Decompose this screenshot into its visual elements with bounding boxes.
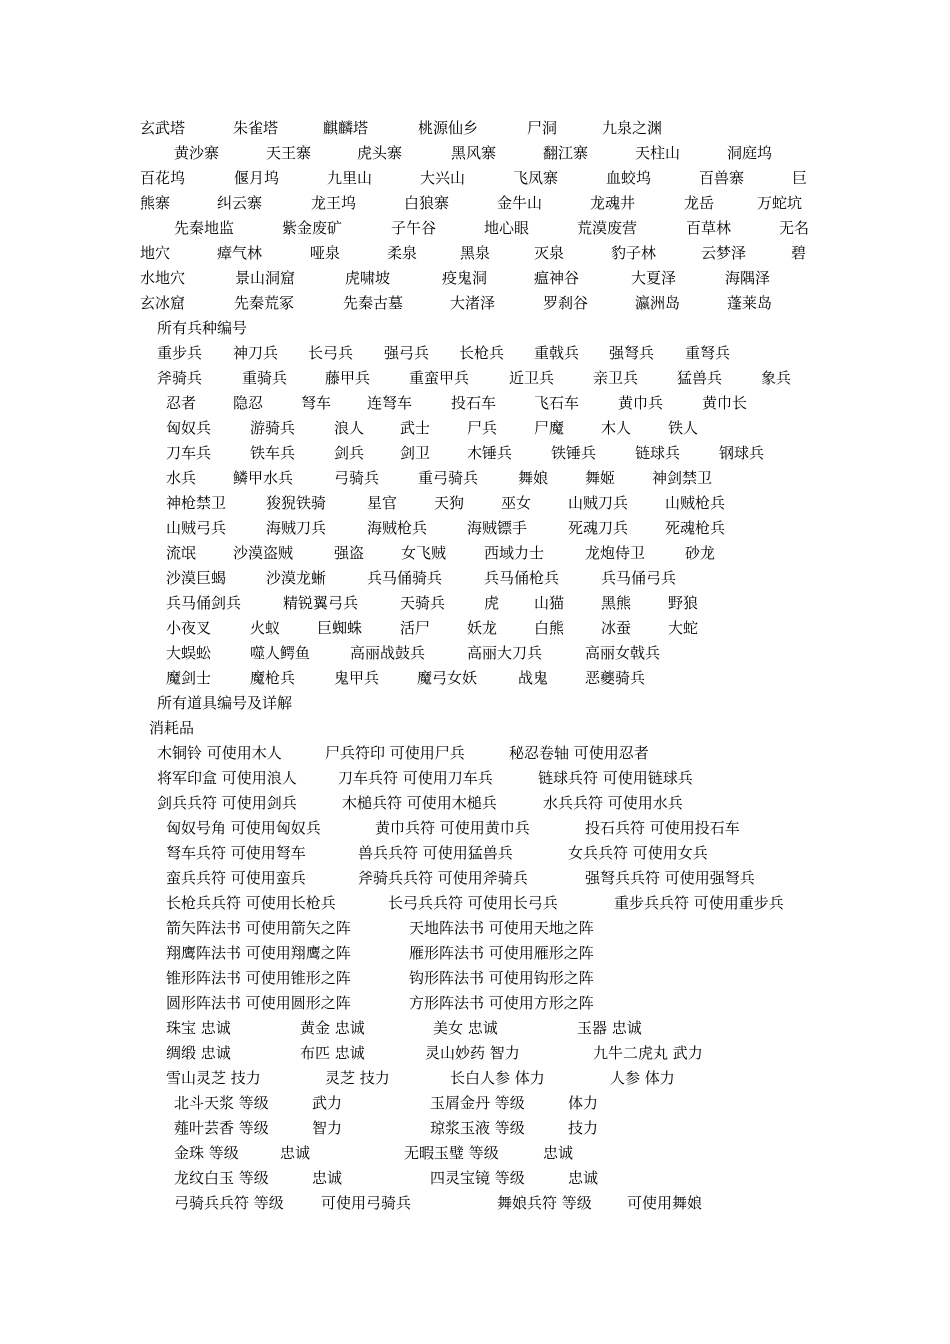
text-item: 忠诚 xyxy=(312,1169,343,1187)
text-item: 山贼弓兵 xyxy=(166,519,227,537)
text-item: 恶夔骑兵 xyxy=(585,669,646,687)
text-item: 忠诚 xyxy=(568,1169,599,1187)
text-item: 白熊 xyxy=(534,619,565,637)
text-item: 浪人 xyxy=(334,419,365,437)
text-item: 斧骑兵 xyxy=(157,369,203,387)
text-item: 蛮兵兵符 可使用蛮兵 xyxy=(166,869,306,887)
text-item: 剑卫 xyxy=(400,444,431,462)
text-item: 砂龙 xyxy=(685,544,716,562)
text-item: 飞凤寨 xyxy=(513,169,559,187)
text-item: 噬人鳄鱼 xyxy=(250,644,311,662)
text-item: 重步兵 xyxy=(157,344,203,362)
text-item: 野狼 xyxy=(668,594,699,612)
text-item: 高丽战鼓兵 xyxy=(350,644,426,662)
text-item: 方形阵法书 可使用方形之阵 xyxy=(409,994,594,1012)
text-item: 剑兵兵符 可使用剑兵 xyxy=(157,794,297,812)
text-item: 天柱山 xyxy=(635,144,681,162)
text-item: 强弩兵兵符 可使用强弩兵 xyxy=(585,869,755,887)
text-item: 投石兵符 可使用投石车 xyxy=(585,819,740,837)
text-item: 龙岳 xyxy=(684,194,715,212)
text-item: 天骑兵 xyxy=(400,594,446,612)
text-item: 锥形阵法书 可使用锥形之阵 xyxy=(166,969,351,987)
text-item: 瀛洲岛 xyxy=(635,294,681,312)
text-item: 九牛二虎丸 武力 xyxy=(593,1044,703,1062)
text-item: 黑熊 xyxy=(601,594,632,612)
text-item: 匈奴号角 可使用匈奴兵 xyxy=(166,819,321,837)
text-item: 柔泉 xyxy=(387,244,418,262)
text-item: 绸缎 忠诚 xyxy=(166,1044,231,1062)
text-item: 龙炮侍卫 xyxy=(585,544,646,562)
text-item: 游骑兵 xyxy=(250,419,296,437)
text-item: 神剑禁卫 xyxy=(652,469,713,487)
text-item: 消耗品 xyxy=(149,719,195,737)
text-item: 强弩兵 xyxy=(609,344,655,362)
text-item: 钢球兵 xyxy=(719,444,765,462)
text-item: 木锤兵 xyxy=(467,444,513,462)
text-item: 先秦荒冢 xyxy=(234,294,295,312)
text-item: 九里山 xyxy=(327,169,373,187)
text-item: 弩车兵符 可使用弩车 xyxy=(166,844,306,862)
text-item: 钩形阵法书 可使用钩形之阵 xyxy=(409,969,594,987)
text-item: 冰蚕 xyxy=(601,619,632,637)
text-item: 神刀兵 xyxy=(233,344,279,362)
text-item: 魔剑士 xyxy=(166,669,212,687)
text-item: 体力 xyxy=(568,1094,599,1112)
text-item: 紫金废矿 xyxy=(282,219,343,237)
text-item: 玉器 忠诚 xyxy=(577,1019,642,1037)
text-item: 忠诚 xyxy=(280,1144,311,1162)
text-item: 弩车 xyxy=(301,394,332,412)
text-item: 灵芝 技力 xyxy=(325,1069,390,1087)
text-item: 飞石车 xyxy=(534,394,580,412)
text-item: 斧骑兵兵符 可使用斧骑兵 xyxy=(358,869,528,887)
text-item: 黄巾长 xyxy=(702,394,748,412)
text-item: 连弩车 xyxy=(367,394,413,412)
text-item: 罗刹谷 xyxy=(543,294,589,312)
text-item: 子午谷 xyxy=(391,219,437,237)
text-item: 重弩兵 xyxy=(685,344,731,362)
text-item: 匈奴兵 xyxy=(166,419,212,437)
text-item: 海贼枪兵 xyxy=(367,519,428,537)
text-item: 朱雀塔 xyxy=(233,119,279,137)
text-item: 先秦地监 xyxy=(174,219,235,237)
text-item: 天王寨 xyxy=(266,144,312,162)
text-item: 女兵兵符 可使用女兵 xyxy=(568,844,708,862)
text-item: 水地穴 xyxy=(140,269,186,287)
text-item: 流氓 xyxy=(166,544,197,562)
text-item: 巨 xyxy=(792,169,808,187)
text-item: 天狗 xyxy=(434,494,465,512)
text-item: 黄巾兵 xyxy=(618,394,664,412)
text-item: 忍者 xyxy=(166,394,197,412)
text-item: 女飞贼 xyxy=(401,544,447,562)
text-item: 虎啸坡 xyxy=(345,269,391,287)
text-item: 珠宝 忠诚 xyxy=(166,1019,231,1037)
text-item: 星官 xyxy=(367,494,398,512)
text-item: 人参 体力 xyxy=(610,1069,675,1087)
text-item: 大渚泽 xyxy=(450,294,496,312)
text-item: 秘忍卷轴 可使用忍者 xyxy=(509,744,649,762)
text-item: 长弓兵兵符 可使用长弓兵 xyxy=(388,894,558,912)
text-item: 狻猊铁骑 xyxy=(266,494,327,512)
text-item: 偃月坞 xyxy=(234,169,280,187)
text-item: 活尸 xyxy=(400,619,431,637)
text-item: 疫鬼洞 xyxy=(442,269,488,287)
text-item: 圆形阵法书 可使用圆形之阵 xyxy=(166,994,351,1012)
text-item: 美女 忠诚 xyxy=(433,1019,498,1037)
text-item: 木槌兵符 可使用木槌兵 xyxy=(342,794,497,812)
text-item: 黄沙寨 xyxy=(174,144,220,162)
text-item: 火蚁 xyxy=(250,619,281,637)
text-item: 豹子林 xyxy=(611,244,657,262)
text-item: 投石车 xyxy=(451,394,497,412)
text-item: 雪山灵芝 技力 xyxy=(166,1069,261,1087)
text-item: 四灵宝镜 等级 xyxy=(430,1169,525,1187)
text-item: 百草林 xyxy=(686,219,732,237)
text-item: 薤叶芸香 等级 xyxy=(174,1119,269,1137)
text-item: 妖龙 xyxy=(467,619,498,637)
text-item: 沙漠龙蜥 xyxy=(266,569,327,587)
text-item: 木人 xyxy=(601,419,632,437)
text-item: 长弓兵 xyxy=(308,344,354,362)
text-item: 玄冰窟 xyxy=(140,294,186,312)
text-item: 尸兵 xyxy=(467,419,498,437)
text-item: 舞姬 xyxy=(585,469,616,487)
text-item: 可使用舞娘 xyxy=(627,1194,703,1212)
text-item: 沙漠巨蝎 xyxy=(166,569,227,587)
text-item: 金牛山 xyxy=(497,194,543,212)
text-item: 百花坞 xyxy=(140,169,186,187)
text-item: 桃源仙乡 xyxy=(418,119,479,137)
text-item: 布匹 忠诚 xyxy=(300,1044,365,1062)
text-item: 长枪兵 xyxy=(459,344,505,362)
text-item: 尸洞 xyxy=(527,119,558,137)
text-item: 雁形阵法书 可使用雁形之阵 xyxy=(409,944,594,962)
text-item: 死魂刀兵 xyxy=(568,519,629,537)
text-item: 武力 xyxy=(312,1094,343,1112)
text-item: 高丽大刀兵 xyxy=(467,644,543,662)
text-item: 蓬莱岛 xyxy=(727,294,773,312)
text-item: 白狼寨 xyxy=(404,194,450,212)
text-item: 翻江寨 xyxy=(543,144,589,162)
text-item: 兵马俑枪兵 xyxy=(484,569,560,587)
text-item: 瘟神谷 xyxy=(534,269,580,287)
text-item: 景山洞窟 xyxy=(235,269,296,287)
text-item: 地心眼 xyxy=(484,219,530,237)
text-item: 百兽寨 xyxy=(699,169,745,187)
text-item: 大兴山 xyxy=(420,169,466,187)
text-item: 魔枪兵 xyxy=(250,669,296,687)
text-item: 近卫兵 xyxy=(509,369,555,387)
text-item: 琼浆玉液 等级 xyxy=(430,1119,525,1137)
text-item: 无暇玉璧 等级 xyxy=(404,1144,499,1162)
text-item: 无名 xyxy=(779,219,810,237)
text-item: 龙王坞 xyxy=(311,194,357,212)
text-item: 所有兵种编号 xyxy=(157,319,248,337)
text-item: 剑兵 xyxy=(334,444,365,462)
text-item: 山贼枪兵 xyxy=(665,494,726,512)
text-item: 山贼刀兵 xyxy=(568,494,629,512)
text-item: 地穴 xyxy=(140,244,171,262)
text-item: 刀车兵符 可使用刀车兵 xyxy=(338,769,493,787)
text-item: 亲卫兵 xyxy=(593,369,639,387)
text-item: 强盗 xyxy=(334,544,365,562)
text-item: 海贼镖手 xyxy=(467,519,528,537)
text-item: 重骑兵 xyxy=(242,369,288,387)
text-item: 天地阵法书 可使用天地之阵 xyxy=(409,919,594,937)
text-item: 沙漠盗贼 xyxy=(233,544,294,562)
text-item: 荒漠废营 xyxy=(577,219,638,237)
text-item: 强弓兵 xyxy=(384,344,430,362)
text-item: 忠诚 xyxy=(543,1144,574,1162)
text-item: 精锐翼弓兵 xyxy=(283,594,359,612)
text-item: 虎头寨 xyxy=(357,144,403,162)
text-item: 小夜叉 xyxy=(166,619,212,637)
text-item: 死魂枪兵 xyxy=(665,519,726,537)
text-item: 尸兵符印 可使用尸兵 xyxy=(325,744,465,762)
text-item: 长枪兵兵符 可使用长枪兵 xyxy=(166,894,336,912)
text-item: 哑泉 xyxy=(310,244,341,262)
text-item: 金珠 等级 xyxy=(174,1144,239,1162)
text-item: 兵马俑弓兵 xyxy=(601,569,677,587)
text-item: 黄金 忠诚 xyxy=(300,1019,365,1037)
text-item: 链球兵符 可使用链球兵 xyxy=(538,769,693,787)
text-item: 鳞甲水兵 xyxy=(233,469,294,487)
text-item: 铁锤兵 xyxy=(551,444,597,462)
text-item: 海隅泽 xyxy=(725,269,771,287)
text-item: 战鬼 xyxy=(518,669,549,687)
text-item: 九泉之渊 xyxy=(602,119,663,137)
text-item: 智力 xyxy=(312,1119,343,1137)
text-item: 水兵兵符 可使用水兵 xyxy=(543,794,683,812)
text-item: 翔鹰阵法书 可使用翔鹰之阵 xyxy=(166,944,351,962)
text-item: 神枪禁卫 xyxy=(166,494,227,512)
text-item: 长白人参 体力 xyxy=(450,1069,545,1087)
text-item: 舞娘兵符 等级 xyxy=(497,1194,592,1212)
text-item: 虎 xyxy=(484,594,500,612)
text-item: 所有道具编号及详解 xyxy=(157,694,293,712)
text-item: 重步兵兵符 可使用重步兵 xyxy=(614,894,784,912)
text-item: 大夏泽 xyxy=(631,269,677,287)
text-item: 瘴气林 xyxy=(217,244,263,262)
text-item: 水兵 xyxy=(166,469,197,487)
text-item: 尸魔 xyxy=(534,419,565,437)
text-item: 兵马俑剑兵 xyxy=(166,594,242,612)
text-item: 熊寨 xyxy=(140,194,171,212)
text-item: 可使用弓骑兵 xyxy=(321,1194,412,1212)
text-item: 巨蜘蛛 xyxy=(317,619,363,637)
text-item: 弓骑兵 xyxy=(334,469,380,487)
text-item: 链球兵 xyxy=(635,444,681,462)
text-item: 木铜铃 可使用木人 xyxy=(157,744,282,762)
text-item: 山猫 xyxy=(534,594,565,612)
text-item: 洞庭坞 xyxy=(727,144,773,162)
text-item: 龙魂井 xyxy=(590,194,636,212)
text-item: 黑风寨 xyxy=(451,144,497,162)
text-item: 麒麟塔 xyxy=(323,119,369,137)
text-item: 兽兵兵符 可使用猛兽兵 xyxy=(358,844,513,862)
text-item: 黑泉 xyxy=(460,244,491,262)
text-item: 先秦古墓 xyxy=(343,294,404,312)
text-item: 箭矢阵法书 可使用箭矢之阵 xyxy=(166,919,351,937)
text-item: 高丽女戟兵 xyxy=(585,644,661,662)
text-item: 血蛟坞 xyxy=(606,169,652,187)
text-item: 北斗天浆 等级 xyxy=(174,1094,269,1112)
text-item: 魔弓女妖 xyxy=(417,669,478,687)
text-item: 舞娘 xyxy=(518,469,549,487)
text-item: 铁车兵 xyxy=(250,444,296,462)
text-item: 西域力士 xyxy=(484,544,545,562)
text-item: 碧 xyxy=(791,244,807,262)
text-item: 海贼刀兵 xyxy=(266,519,327,537)
text-item: 鬼甲兵 xyxy=(334,669,380,687)
text-item: 刀车兵 xyxy=(166,444,212,462)
text-item: 玄武塔 xyxy=(140,119,186,137)
text-item: 重戟兵 xyxy=(534,344,580,362)
text-item: 猛兽兵 xyxy=(677,369,723,387)
text-item: 云梦泽 xyxy=(701,244,747,262)
text-item: 象兵 xyxy=(761,369,792,387)
text-item: 灵山妙药 智力 xyxy=(425,1044,520,1062)
text-item: 巫女 xyxy=(501,494,532,512)
text-item: 万蛇坑 xyxy=(757,194,803,212)
text-item: 弓骑兵兵符 等级 xyxy=(174,1194,284,1212)
text-item: 兵马俑骑兵 xyxy=(367,569,443,587)
text-item: 隐忍 xyxy=(233,394,264,412)
text-item: 大蛇 xyxy=(668,619,699,637)
text-item: 武士 xyxy=(400,419,431,437)
text-item: 重弓骑兵 xyxy=(418,469,479,487)
text-item: 技力 xyxy=(568,1119,599,1137)
text-item: 藤甲兵 xyxy=(325,369,371,387)
text-item: 纠云寨 xyxy=(217,194,263,212)
text-item: 大蜈蚣 xyxy=(166,644,212,662)
text-item: 黄巾兵符 可使用黄巾兵 xyxy=(375,819,530,837)
text-item: 玉屑金丹 等级 xyxy=(430,1094,525,1112)
text-item: 龙纹白玉 等级 xyxy=(174,1169,269,1187)
text-item: 铁人 xyxy=(668,419,699,437)
text-item: 将军印盒 可使用浪人 xyxy=(157,769,297,787)
text-item: 重蛮甲兵 xyxy=(409,369,470,387)
text-item: 灭泉 xyxy=(534,244,565,262)
